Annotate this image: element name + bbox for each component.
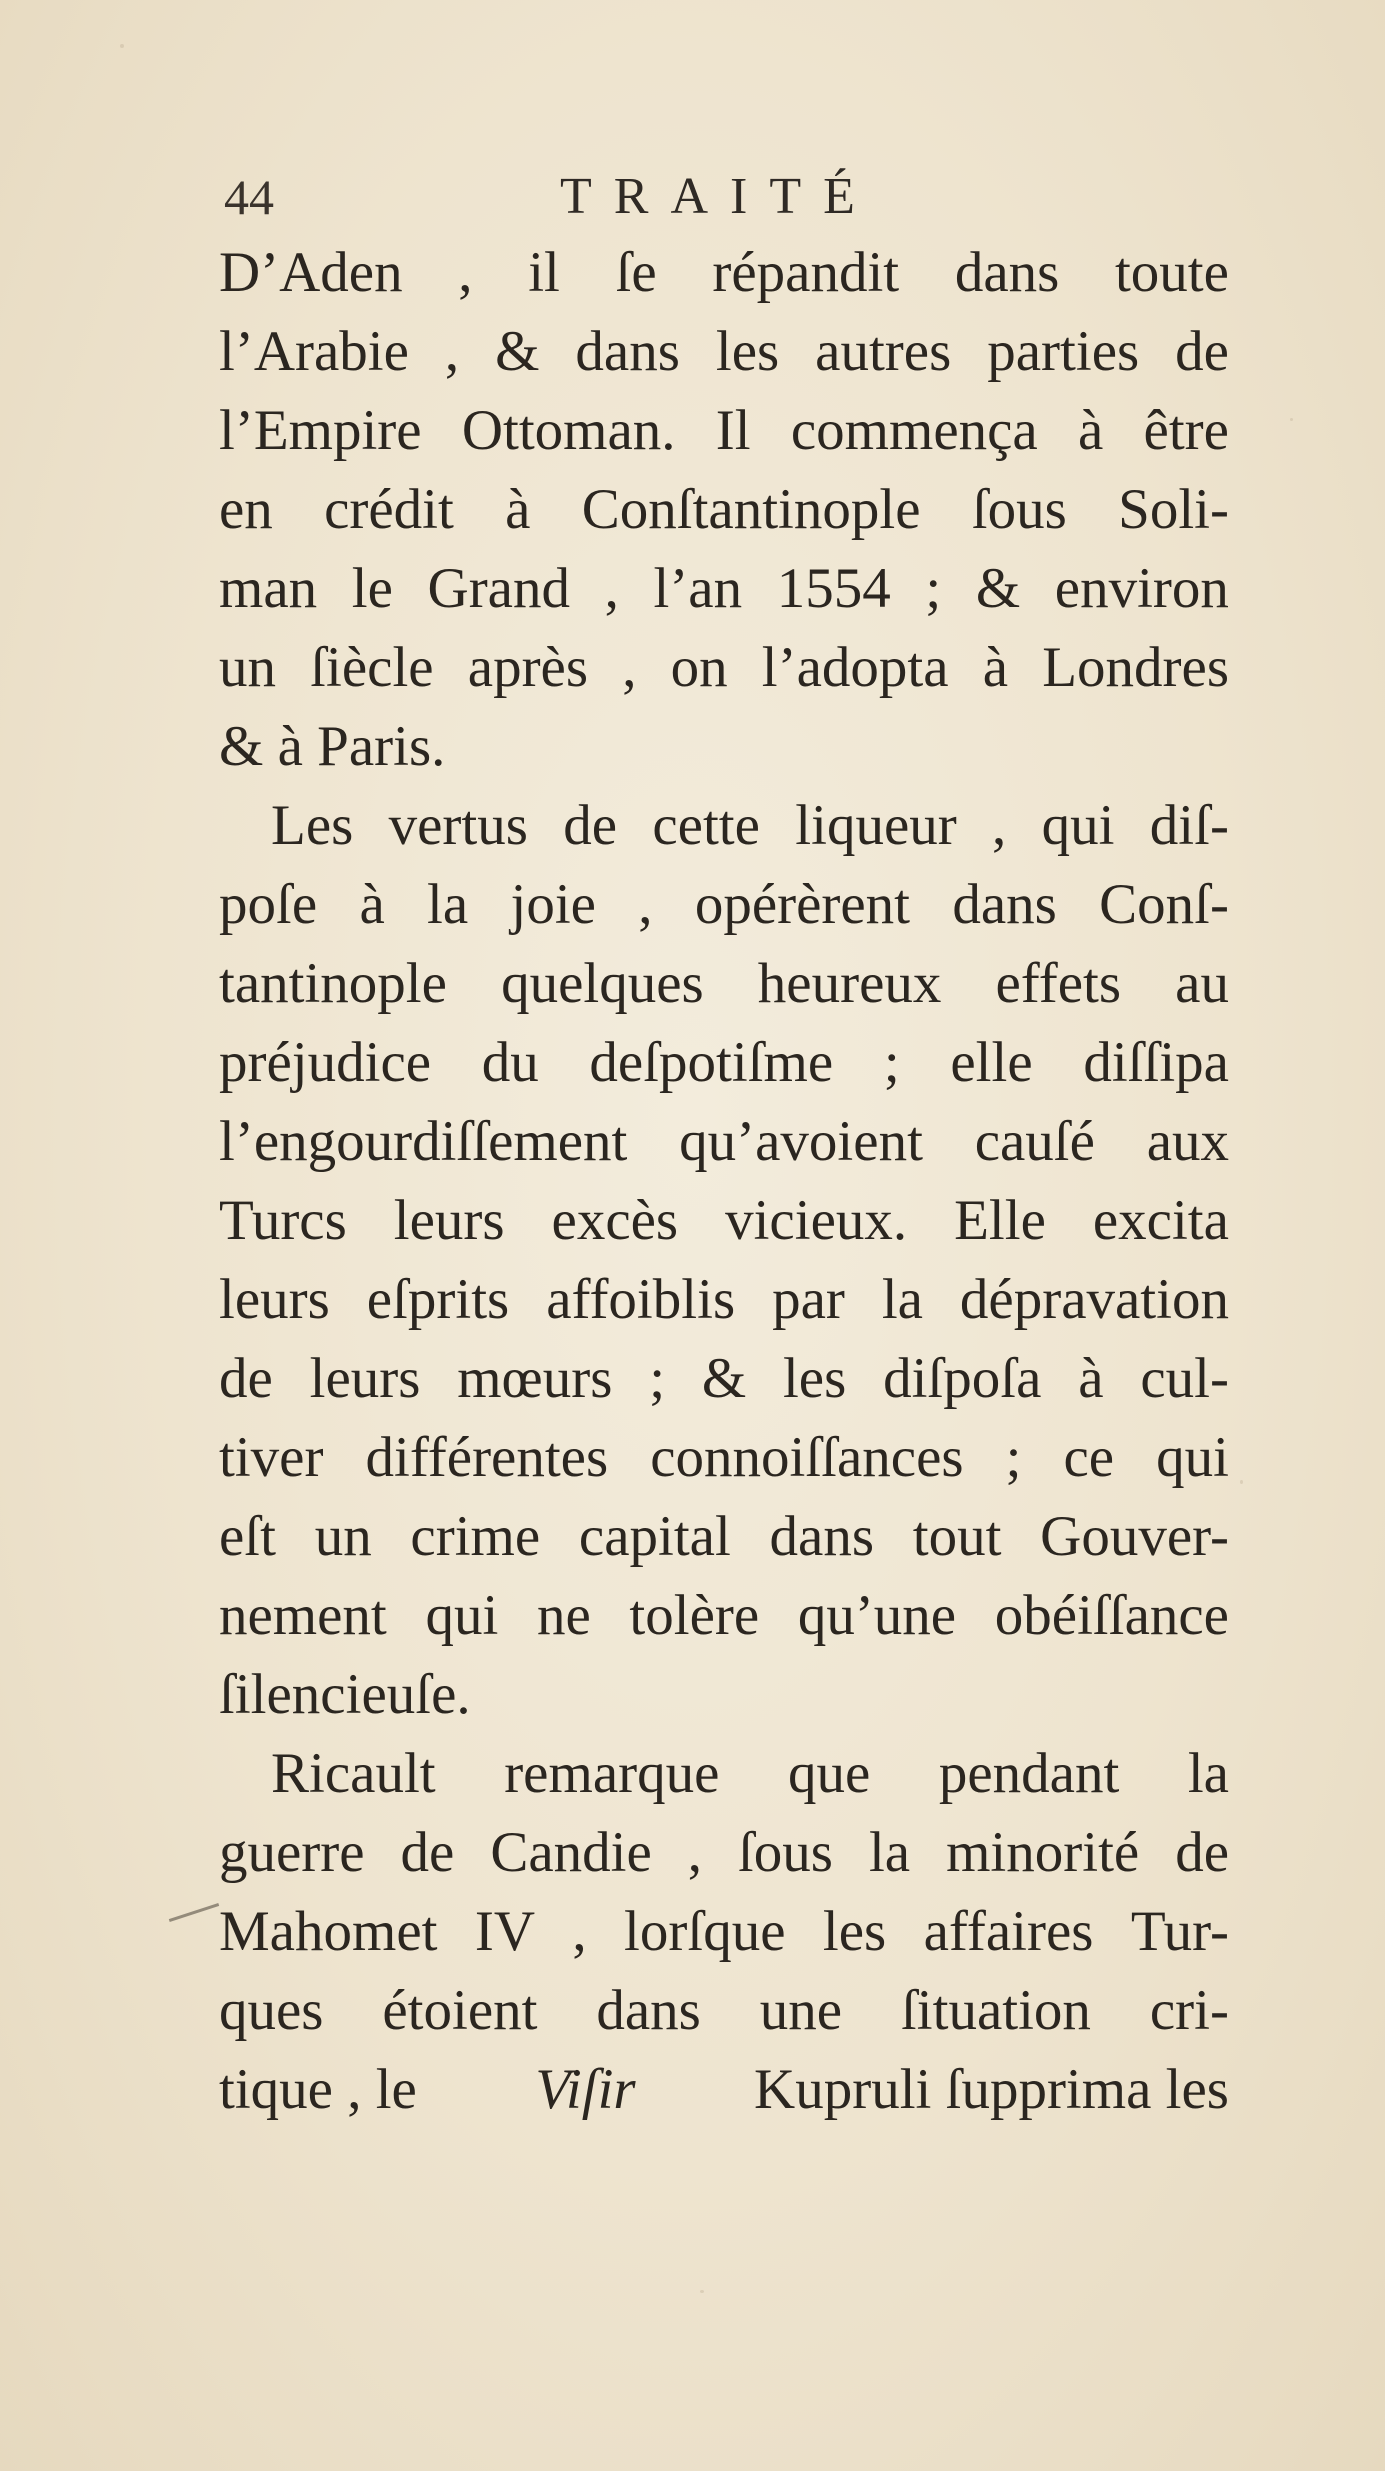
word: la	[881, 1268, 923, 1331]
text-line	[219, 1181, 1229, 1260]
word: qui	[425, 1584, 499, 1647]
paper-speck	[1240, 1480, 1243, 1484]
word: poſe	[219, 873, 318, 936]
paper-speck	[120, 44, 124, 48]
word: cul-	[1140, 1347, 1229, 1410]
word: le	[351, 557, 393, 620]
word: Conſtantinople	[581, 478, 921, 541]
word: une	[759, 1979, 843, 2042]
word: obéiſſance	[994, 1584, 1229, 1647]
paper-speck	[700, 2290, 704, 2293]
word: les	[822, 1900, 887, 1963]
word: effets	[995, 952, 1122, 1015]
text-line	[219, 628, 1229, 707]
word: ,	[444, 320, 460, 383]
word: l’Arabie	[219, 320, 409, 383]
word: Soli-	[1118, 478, 1229, 541]
paper-speck	[1290, 418, 1293, 421]
word: IV	[474, 1900, 536, 1963]
word: autres	[815, 320, 952, 383]
text-line	[219, 1497, 1229, 1576]
word: tiver	[219, 1426, 324, 1489]
word: lorſque	[624, 1900, 786, 1963]
word: répandit	[712, 241, 900, 304]
word: les	[782, 1347, 847, 1410]
word: excès	[551, 1189, 679, 1252]
text-line-start: tique , le	[219, 2058, 417, 2121]
word: minorité	[946, 1821, 1140, 1884]
word: &	[495, 320, 540, 383]
word: ſiècle	[310, 636, 434, 699]
word: Ricault	[271, 1742, 436, 1805]
word: connoiſſances	[650, 1426, 964, 1489]
word: commença	[790, 399, 1038, 462]
word: étoient	[382, 1979, 538, 2042]
word: man	[219, 557, 318, 620]
text-line	[219, 470, 1229, 549]
word: de	[1175, 1821, 1229, 1884]
word: du	[481, 1031, 539, 1094]
text-line	[219, 707, 1229, 786]
word: Conſ-	[1099, 873, 1229, 936]
word: à	[359, 873, 385, 936]
word: affoiblis	[546, 1268, 736, 1331]
word: Tur-	[1130, 1900, 1229, 1963]
word: leurs	[393, 1189, 505, 1252]
text-line	[219, 1892, 1229, 1971]
word: capital	[578, 1505, 731, 1568]
word: Il	[715, 399, 751, 462]
word: ,	[572, 1900, 587, 1963]
word: par	[772, 1268, 845, 1331]
word: &	[975, 557, 1021, 620]
word: dépravation	[959, 1268, 1229, 1331]
word: &	[701, 1347, 747, 1410]
word: qui	[1041, 794, 1115, 857]
word: ſituation	[900, 1979, 1091, 2042]
word: tantinople	[219, 952, 447, 1015]
word: ,	[687, 1821, 702, 1884]
word: tolère	[629, 1584, 760, 1647]
word: quelques	[501, 952, 704, 1015]
word: nement	[219, 1584, 387, 1647]
word: on	[670, 636, 728, 699]
word: Les	[271, 794, 354, 857]
word: mœurs	[457, 1347, 613, 1410]
text-line	[219, 1655, 1229, 1734]
text-line	[219, 1023, 1229, 1102]
word: qu’une	[797, 1584, 957, 1647]
text-line	[219, 1102, 1229, 1181]
word: à	[982, 636, 1009, 699]
word: être	[1143, 399, 1229, 462]
text-line	[219, 786, 1229, 865]
word: D’Aden	[219, 241, 403, 304]
word: 1554	[776, 557, 891, 620]
word: parties	[987, 320, 1140, 383]
word: leurs	[309, 1347, 421, 1410]
text-line	[219, 865, 1229, 944]
text-line	[219, 1576, 1229, 1655]
word: ,	[604, 557, 619, 620]
word: à	[1077, 399, 1104, 462]
word: la	[427, 873, 469, 936]
word: ſe	[615, 241, 657, 304]
text-line	[219, 1813, 1229, 1892]
body-text	[219, 233, 1229, 2129]
margin-mark	[169, 1903, 219, 1922]
word: de	[400, 1821, 455, 1884]
word: différentes	[365, 1426, 609, 1489]
word: eſprits	[366, 1268, 510, 1331]
text-line-words: ſilencieuſe.	[219, 1663, 471, 1726]
text-line-words: & à Paris.	[219, 715, 446, 778]
word: ,	[622, 636, 637, 699]
word: à	[505, 478, 531, 541]
word: ,	[458, 241, 473, 304]
word: ſous	[737, 1821, 833, 1884]
word: ce	[1063, 1426, 1115, 1489]
word: crime	[410, 1505, 541, 1568]
word: de	[563, 794, 618, 857]
word: cri-	[1149, 1979, 1229, 2042]
word: en	[219, 478, 273, 541]
word: dans	[769, 1505, 875, 1568]
word: eſt	[219, 1505, 276, 1568]
word: Elle	[954, 1189, 1046, 1252]
italic-word: Viſir	[535, 2058, 636, 2121]
word: excita	[1092, 1189, 1229, 1252]
word: l’Empire	[219, 399, 422, 462]
word: il	[528, 241, 560, 304]
word: joie	[510, 873, 596, 936]
word: à	[1078, 1347, 1104, 1410]
word: un	[219, 636, 276, 699]
word: ;	[1005, 1426, 1022, 1489]
text-line-end: Kupruli ſupprima les	[754, 2058, 1229, 2121]
word: après	[467, 636, 589, 699]
word: Gouver-	[1040, 1505, 1229, 1568]
word: l’an	[653, 557, 743, 620]
word: pendant	[938, 1742, 1120, 1805]
word: tout	[912, 1505, 1002, 1568]
word: ,	[992, 794, 1007, 857]
text-line	[219, 312, 1229, 391]
word: dans	[952, 873, 1057, 936]
word: aux	[1146, 1110, 1229, 1173]
word: diſpoſa	[883, 1347, 1042, 1410]
word: ;	[925, 557, 942, 620]
word: Turcs	[219, 1189, 347, 1252]
word: la	[1187, 1742, 1229, 1805]
word: un	[314, 1505, 372, 1568]
word: dans	[596, 1979, 701, 2042]
word: diſ-	[1149, 794, 1229, 857]
word: qui	[1156, 1426, 1229, 1489]
word: Mahomet	[219, 1900, 438, 1963]
word: Grand	[427, 557, 570, 620]
text-line	[219, 944, 1229, 1023]
running-head: TRAITÉ	[560, 168, 877, 225]
word: toute	[1114, 241, 1229, 304]
word: la	[868, 1821, 911, 1884]
word: environ	[1054, 557, 1229, 620]
word: de	[1175, 320, 1229, 383]
word: dans	[575, 320, 680, 383]
word: opérèrent	[694, 873, 911, 936]
word: Candie	[490, 1821, 652, 1884]
text-line	[219, 549, 1229, 628]
word: liqueur	[795, 794, 957, 857]
text-line	[219, 1734, 1229, 1813]
word: qu’avoient	[679, 1110, 923, 1173]
word: dans	[954, 241, 1060, 304]
word: vicieux.	[725, 1189, 908, 1252]
text-line-last	[219, 2050, 1229, 2129]
word: crédit	[324, 478, 454, 541]
page-header	[224, 162, 1224, 232]
word: ne	[536, 1584, 591, 1647]
word: l’engourdiſſement	[219, 1110, 628, 1173]
word: Ottoman.	[461, 399, 676, 462]
word: affaires	[923, 1900, 1094, 1963]
word: cauſé	[974, 1110, 1095, 1173]
word: l’adopta	[761, 636, 949, 699]
word: préjudice	[219, 1031, 432, 1094]
word: leurs	[219, 1268, 330, 1331]
text-line	[219, 1418, 1229, 1497]
word: les	[715, 320, 780, 383]
word: heureux	[757, 952, 942, 1015]
word: ſous	[971, 478, 1067, 541]
word: remarque	[504, 1742, 720, 1805]
text-line	[219, 1260, 1229, 1339]
page-number: 44	[224, 169, 274, 225]
word: cette	[652, 794, 760, 857]
word: deſpotiſme	[589, 1031, 834, 1094]
word: diſſipa	[1083, 1031, 1229, 1094]
text-line	[219, 1339, 1229, 1418]
word: ;	[883, 1031, 900, 1094]
word: ,	[638, 873, 653, 936]
word: ;	[649, 1347, 666, 1410]
word: elle	[950, 1031, 1033, 1094]
word: de	[219, 1347, 273, 1410]
word: ques	[219, 1979, 324, 2042]
text-line	[219, 233, 1229, 312]
word: Londres	[1042, 636, 1229, 699]
word: guerre	[219, 1821, 365, 1884]
text-line	[219, 391, 1229, 470]
word: au	[1175, 952, 1229, 1015]
text-line	[219, 1971, 1229, 2050]
word: vertus	[388, 794, 528, 857]
word: que	[787, 1742, 871, 1805]
